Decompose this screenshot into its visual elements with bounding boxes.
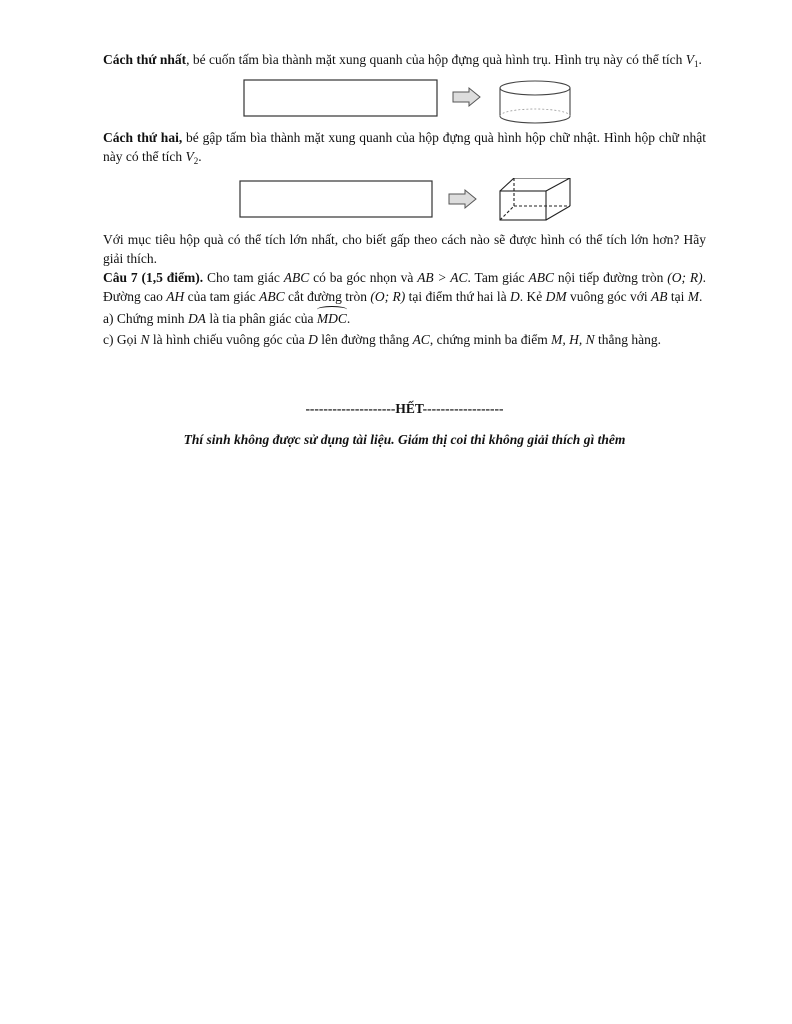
box-diagram (103, 178, 706, 230)
question-7c: c) Gọi N là hình chiếu vuông góc của D lên đường thẳng AC, chứng minh ba điểm M, H, N thẳng hàng. (103, 332, 661, 347)
arrow-right-icon-2 (449, 190, 476, 208)
box-figure (103, 178, 706, 230)
question-7a: a) Chứng minh DA là tia phân giác của MDC. (103, 311, 351, 326)
flat-sheet-2 (240, 181, 432, 217)
question-7: Câu 7 (1,5 điểm). Cho tam giác ABC có ba góc nhọn và AB > AC. Tam giác ABC nội tiếp đường tròn (O; R). Đường cao AH của tam giác ABC cắt đường tròn (O; R) tại điểm thứ hai là D. Kẻ DM vuông góc với AB tại M. (103, 270, 707, 304)
cuboid-shape (500, 178, 570, 220)
arrow-right-icon-1 (453, 88, 480, 106)
method-2-paragraph: Cách thứ hai, bé gập tấm bìa thành mặt xung quanh của hộp đựng quà hình hộp chữ nhật. Hình hộp chữ nhật này có thể tích $V_2$. (103, 130, 706, 166)
volume-v1: V (685, 52, 694, 67)
cylinder-diagram (103, 78, 706, 130)
volume-v2: V (185, 149, 194, 164)
question-7-title: Câu 7 (1,5 điểm). (103, 270, 204, 285)
method-1-paragraph: Cách thứ nhất, bé cuốn tấm bìa thành mặt xung quanh của hộp đựng quà hình trụ. Hình trụ này có thể tích $V_1$. (103, 52, 702, 69)
flat-sheet-1 (244, 80, 437, 116)
exam-page (103, 50, 706, 449)
exam-note: Thí sinh không được sử dụng tài liệu. Giám thị coi thi không giải thích gì thêm (183, 432, 626, 447)
cylinder-figure (103, 78, 706, 128)
end-marker: --------------------HẾT------------------ (305, 401, 504, 416)
method-2-title: Cách thứ hai, (103, 130, 183, 145)
angle-mdc: MDC (316, 311, 347, 326)
cylinder-shape (500, 81, 570, 123)
method-1-title: Cách thứ nhất (103, 52, 187, 67)
question-paragraph: Với mục tiêu hộp quà có thể tích lớn nhất, cho biết gấp theo cách nào sẽ được hình có thể tích lớn hơn? Hãy giải thích. (103, 232, 706, 266)
